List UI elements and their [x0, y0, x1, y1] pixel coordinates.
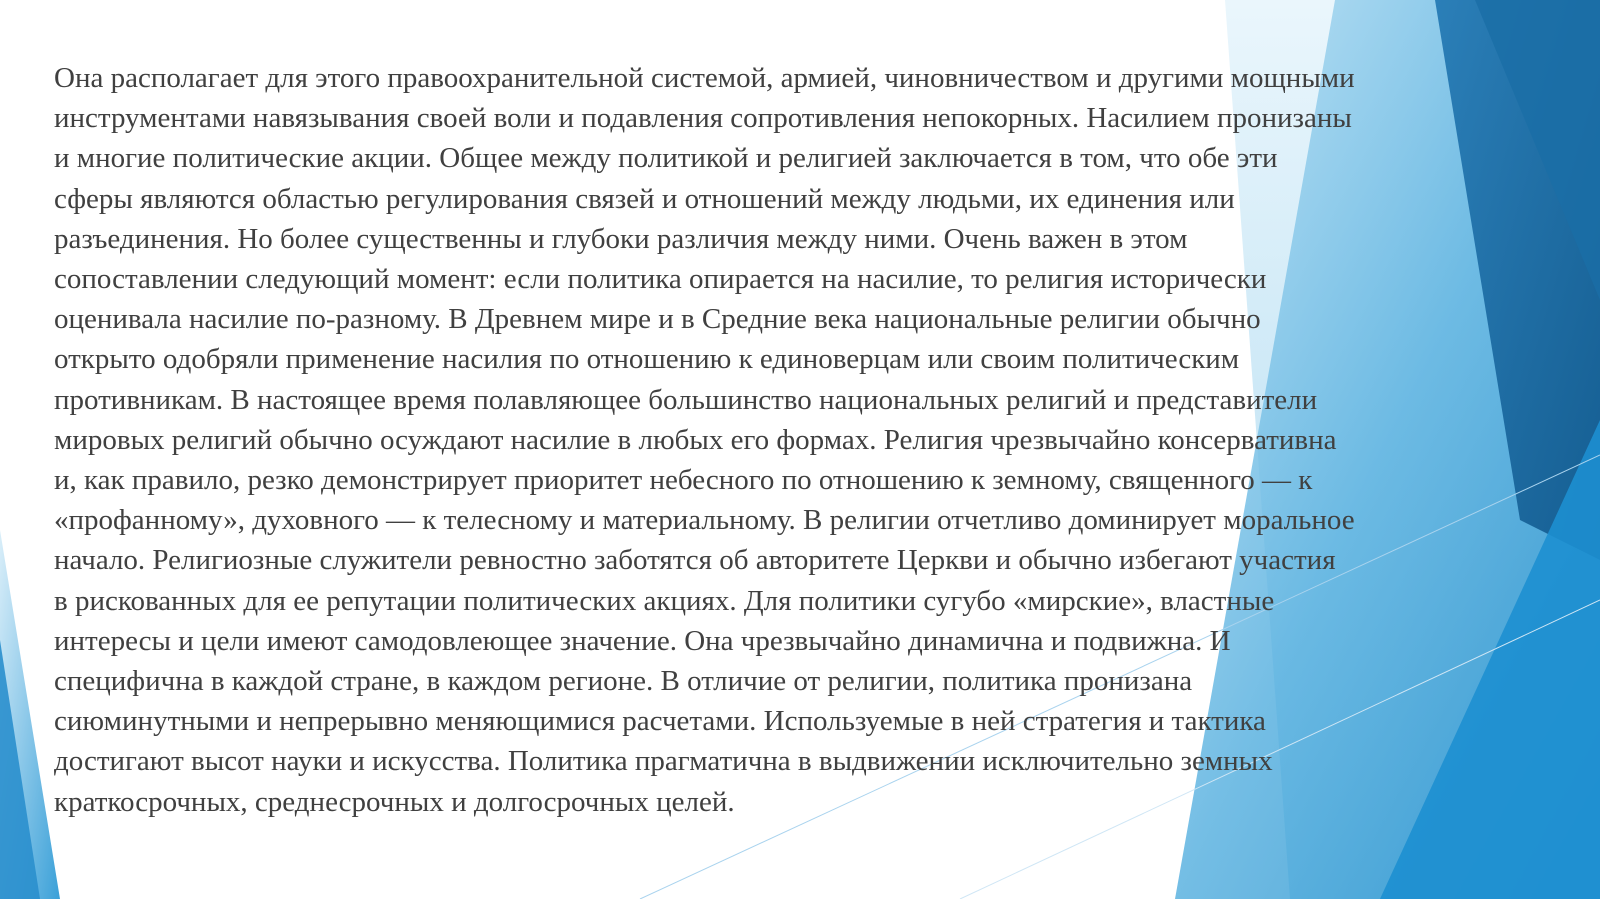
text-line: Она располагает для этого правоохранительной системой, армией, чиновничеством и другими мощными [54, 62, 1355, 94]
text-line: в рискованных для ее репутации политических акциях. Для политики сугубо «мирские», властные [54, 584, 1275, 617]
text-line: «профанному», духовного — к телесному и материальному. В религии отчетливо доминирует моральное [54, 504, 1355, 537]
text-line: интересы и цели имеют самодовлеющее значение. Она чрезвычайно динамична и подвижна. И [54, 624, 1231, 657]
text-line: начало. Религиозные служители ревностно заботятся об авторитете Церкви и обычно избегают участия [54, 544, 1336, 577]
text-line: оценивала насилие по-разному. В Древнем мире и в Средние века национальные религии обычно [54, 303, 1261, 336]
text-line: сферы являются областью регулирования связей и отношений между людьми, их единения или [54, 182, 1235, 215]
slide-body-text [54, 58, 1554, 822]
text-line: краткосрочных, среднесрочных и долгосрочных целей. [54, 785, 735, 818]
text-line: мировых религий обычно осуждают насилие в любых его формах. Религия чрезвычайно консервативна [54, 423, 1337, 456]
text-line: противникам. В настоящее время полавляющее большинство национальных религий и представители [54, 383, 1318, 416]
text-line: и многие политические акции. Общее между политикой и религией заключается в том, что обе эти [54, 142, 1278, 175]
text-line: открыто одобряли применение насилия по отношению к единоверцам или своим политическим [54, 343, 1240, 376]
text-line: сопоставлении следующий момент: если политика опирается на насилие, то религия исторически [54, 263, 1267, 296]
text-line: инструментами навязывания своей воли и подавления сопротивления непокорных. Насилием пронизаны [54, 102, 1352, 135]
text-line: специфична в каждой стране, в каждом регионе. В отличие от религии, политика пронизана [54, 665, 1193, 698]
text-line: и, как правило, резко демонстрирует приоритет небесного по отношению к земному, священного — к [54, 464, 1313, 497]
text-line: разъединения. Но более существенны и глубоки различия между ними. Очень важен в этом [54, 222, 1188, 255]
text-line: сиюминутными и непрерывно меняющимися расчетами. Используемые в ней стратегия и тактика [54, 705, 1266, 738]
text-line: достигают высот науки и искусства. Политика прагматична в выдвижении исключительно земных [54, 745, 1273, 778]
